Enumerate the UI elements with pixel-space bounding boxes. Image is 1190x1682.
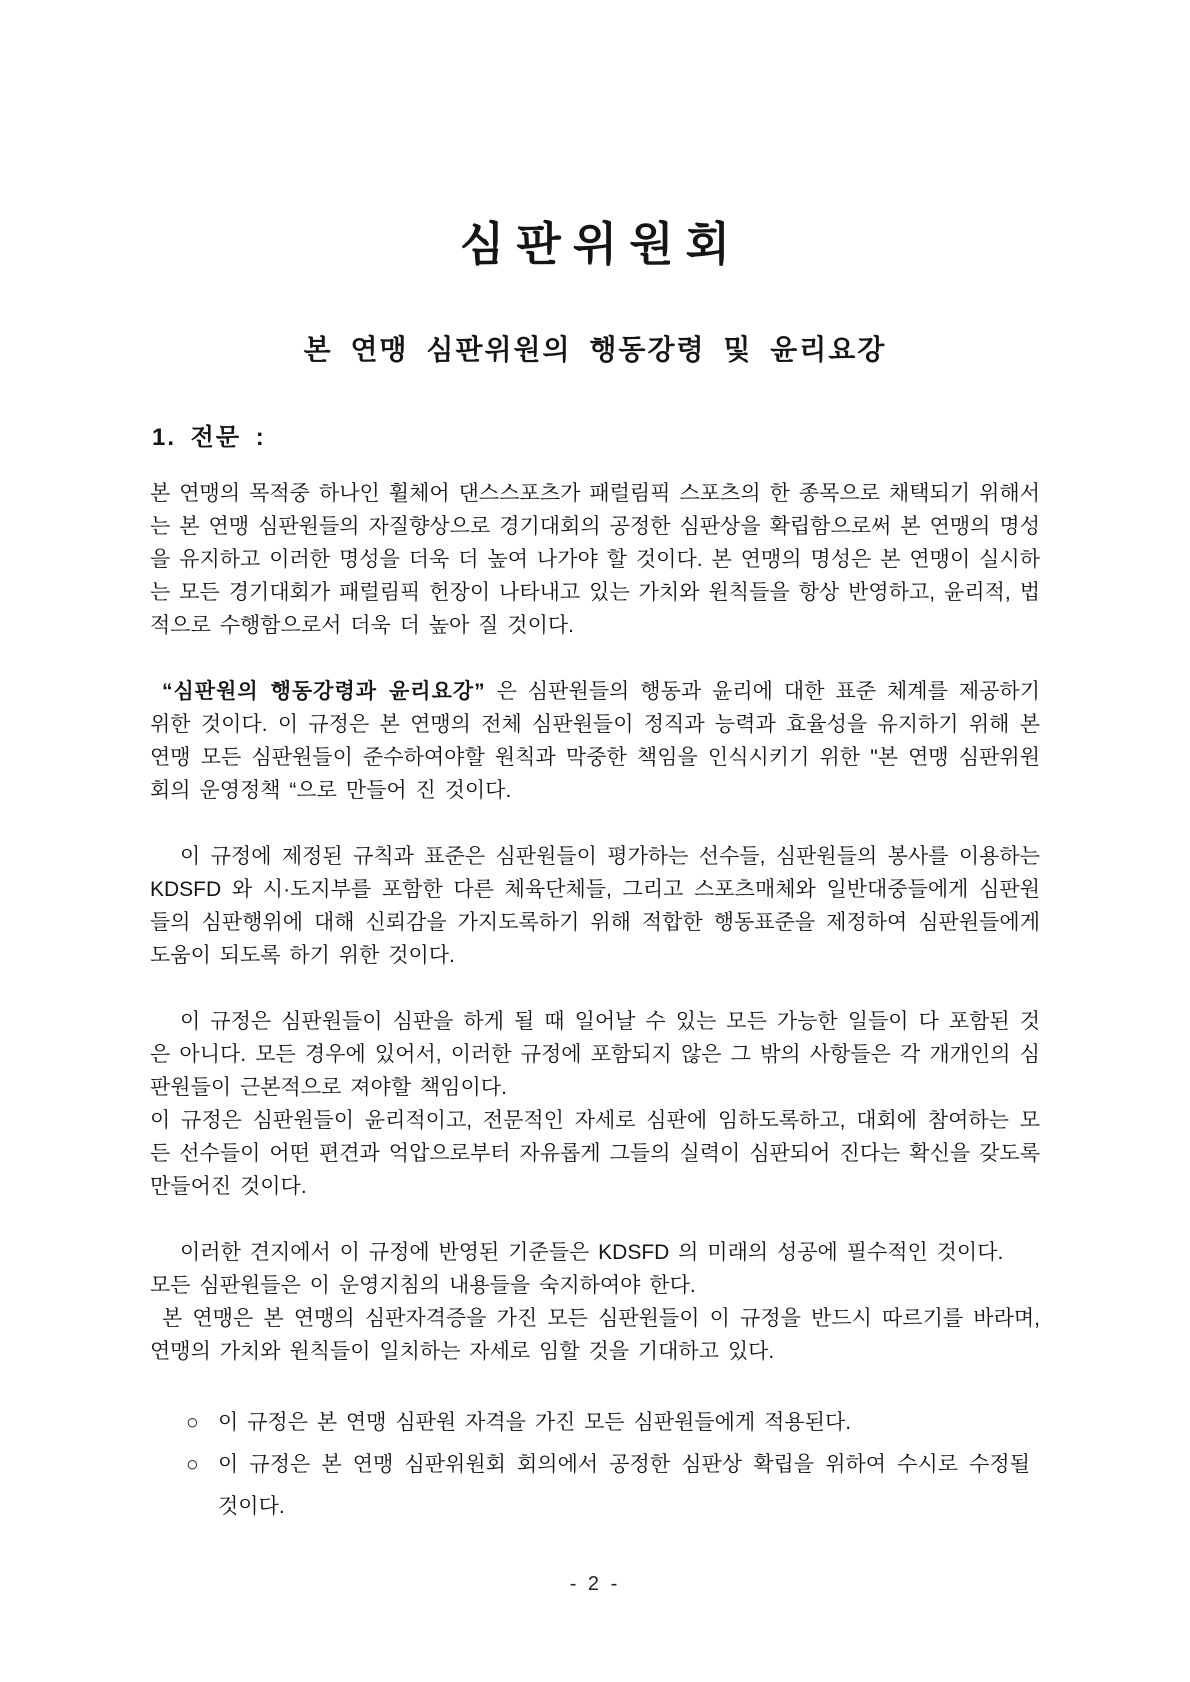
- paragraph: 이 규정은 심판원들이 윤리적이고, 전문적인 자세로 심판에 임하도록하고, 대회에 참여하는 모든 선수들이 어떤 편견과 억압으로부터 자유롭게 그들의 실력이 심판되어 진다는 확신을 갖도록 만들어진 것이다.: [150, 1109, 1040, 1199]
- circle-bullet-icon: ○: [186, 1453, 199, 1477]
- list-item: [150, 1402, 1040, 1444]
- circle-bullet-icon: ○: [186, 1411, 199, 1435]
- paragraph-text: 은 심판원들의 행동과 윤리에 대한 표준 체계를 제공하기 위한 것이다. 이 규정은 본 연맹의 전체 심판원들이 정직과 능력과 효율성을 유지하기 위해 본 연맹 모든 심판원들이 준수하여야할 원칙과 막중한 책임을 인식시키기 위한 "본 연맹 심판위원회의 운영정책 “으로 만들어 진 것이다.: [150, 680, 1040, 803]
- paragraph: 이러한 견지에서 이 규정에 반영된 기준들은 KDSFD 의 미래의 성공에 필수적인 것이다.: [180, 1241, 1004, 1265]
- document-body: [150, 477, 1040, 1528]
- paragraph: 본 연맹의 목적중 하나인 휠체어 댄스스포츠가 패럴림픽 스포츠의 한 종목으로 채택되기 위해서는 본 연맹 심판원들의 자질향상으로 경기대회의 공정한 심판상을 확립함으로써 본 연맹의 명성을 유지하고 이러한 명성을 더욱 더 높여 나가야 할 것이다. 본 연맹의 명성은 본 연맹이 실시하는 모든 경기대회가 패럴림픽 헌장이 나타내고 있는 가치와 원칙들을 항상 반영하고, 윤리적, 법적으로 수행함으로서 더욱 더 높아 질 것이다.: [150, 482, 1040, 638]
- document-subtitle: 본 연맹 심판위원의 행동강령 및 윤리요강: [303, 333, 887, 365]
- list-item: [150, 1444, 1040, 1528]
- paragraph: 이 규정은 심판원들이 심판을 하게 될 때 일어날 수 있는 모든 가능한 일들이 다 포함된 것은 아니다. 모든 경우에 있어서, 이러한 규정에 포함되지 않은 그 밖의 사항들은 각 개개인의 심판원들이 근본적으로 져야할 책임이다.: [150, 1010, 1040, 1100]
- paragraph: [150, 675, 1040, 807]
- paragraph: 본 연맹은 본 연맹의 심판자격증을 가진 모든 심판원들이 이 규정을 반드시 따르기를 바라며, 연맹의 가치와 원칙들이 일치하는 자세로 임할 것을 기대하고 있다.: [150, 1307, 1040, 1364]
- bullet-list: [150, 1402, 1040, 1528]
- page-number: - 2 -: [569, 1573, 621, 1595]
- section-heading: 1. 전문 :: [152, 424, 266, 452]
- page-title: 심판위원회: [459, 218, 743, 270]
- list-item-text: 이 규정은 본 연맹 심판원 자격을 가진 모든 심판원들에게 적용된다.: [218, 1411, 852, 1435]
- paragraph: 이 규정에 제정된 규칙과 표준은 심판원들이 평가하는 선수들, 심판원들의 봉사를 이용하는 KDSFD 와 시·도지부를 포함한 다른 체육단체들, 그리고 스포츠매체와 일반대중들에게 심판원들의 심판행위에 대해 신뢰감을 가지도록하기 위해 적합한 행동표준을 제정하여 심판원들에게 도움이 되도록 하기 위한 것이다.: [150, 845, 1040, 968]
- paragraph-bold-lead: “심판원의 행동강령과 윤리요강”: [162, 680, 486, 704]
- paragraph: 모든 심판원들은 이 운영지침의 내용들을 숙지하여야 한다.: [150, 1274, 696, 1298]
- list-item-text: 이 규정은 본 연맹 심판위원회 회의에서 공정한 심판상 확립을 위하여 수시로 수정될 것이다.: [218, 1453, 1030, 1519]
